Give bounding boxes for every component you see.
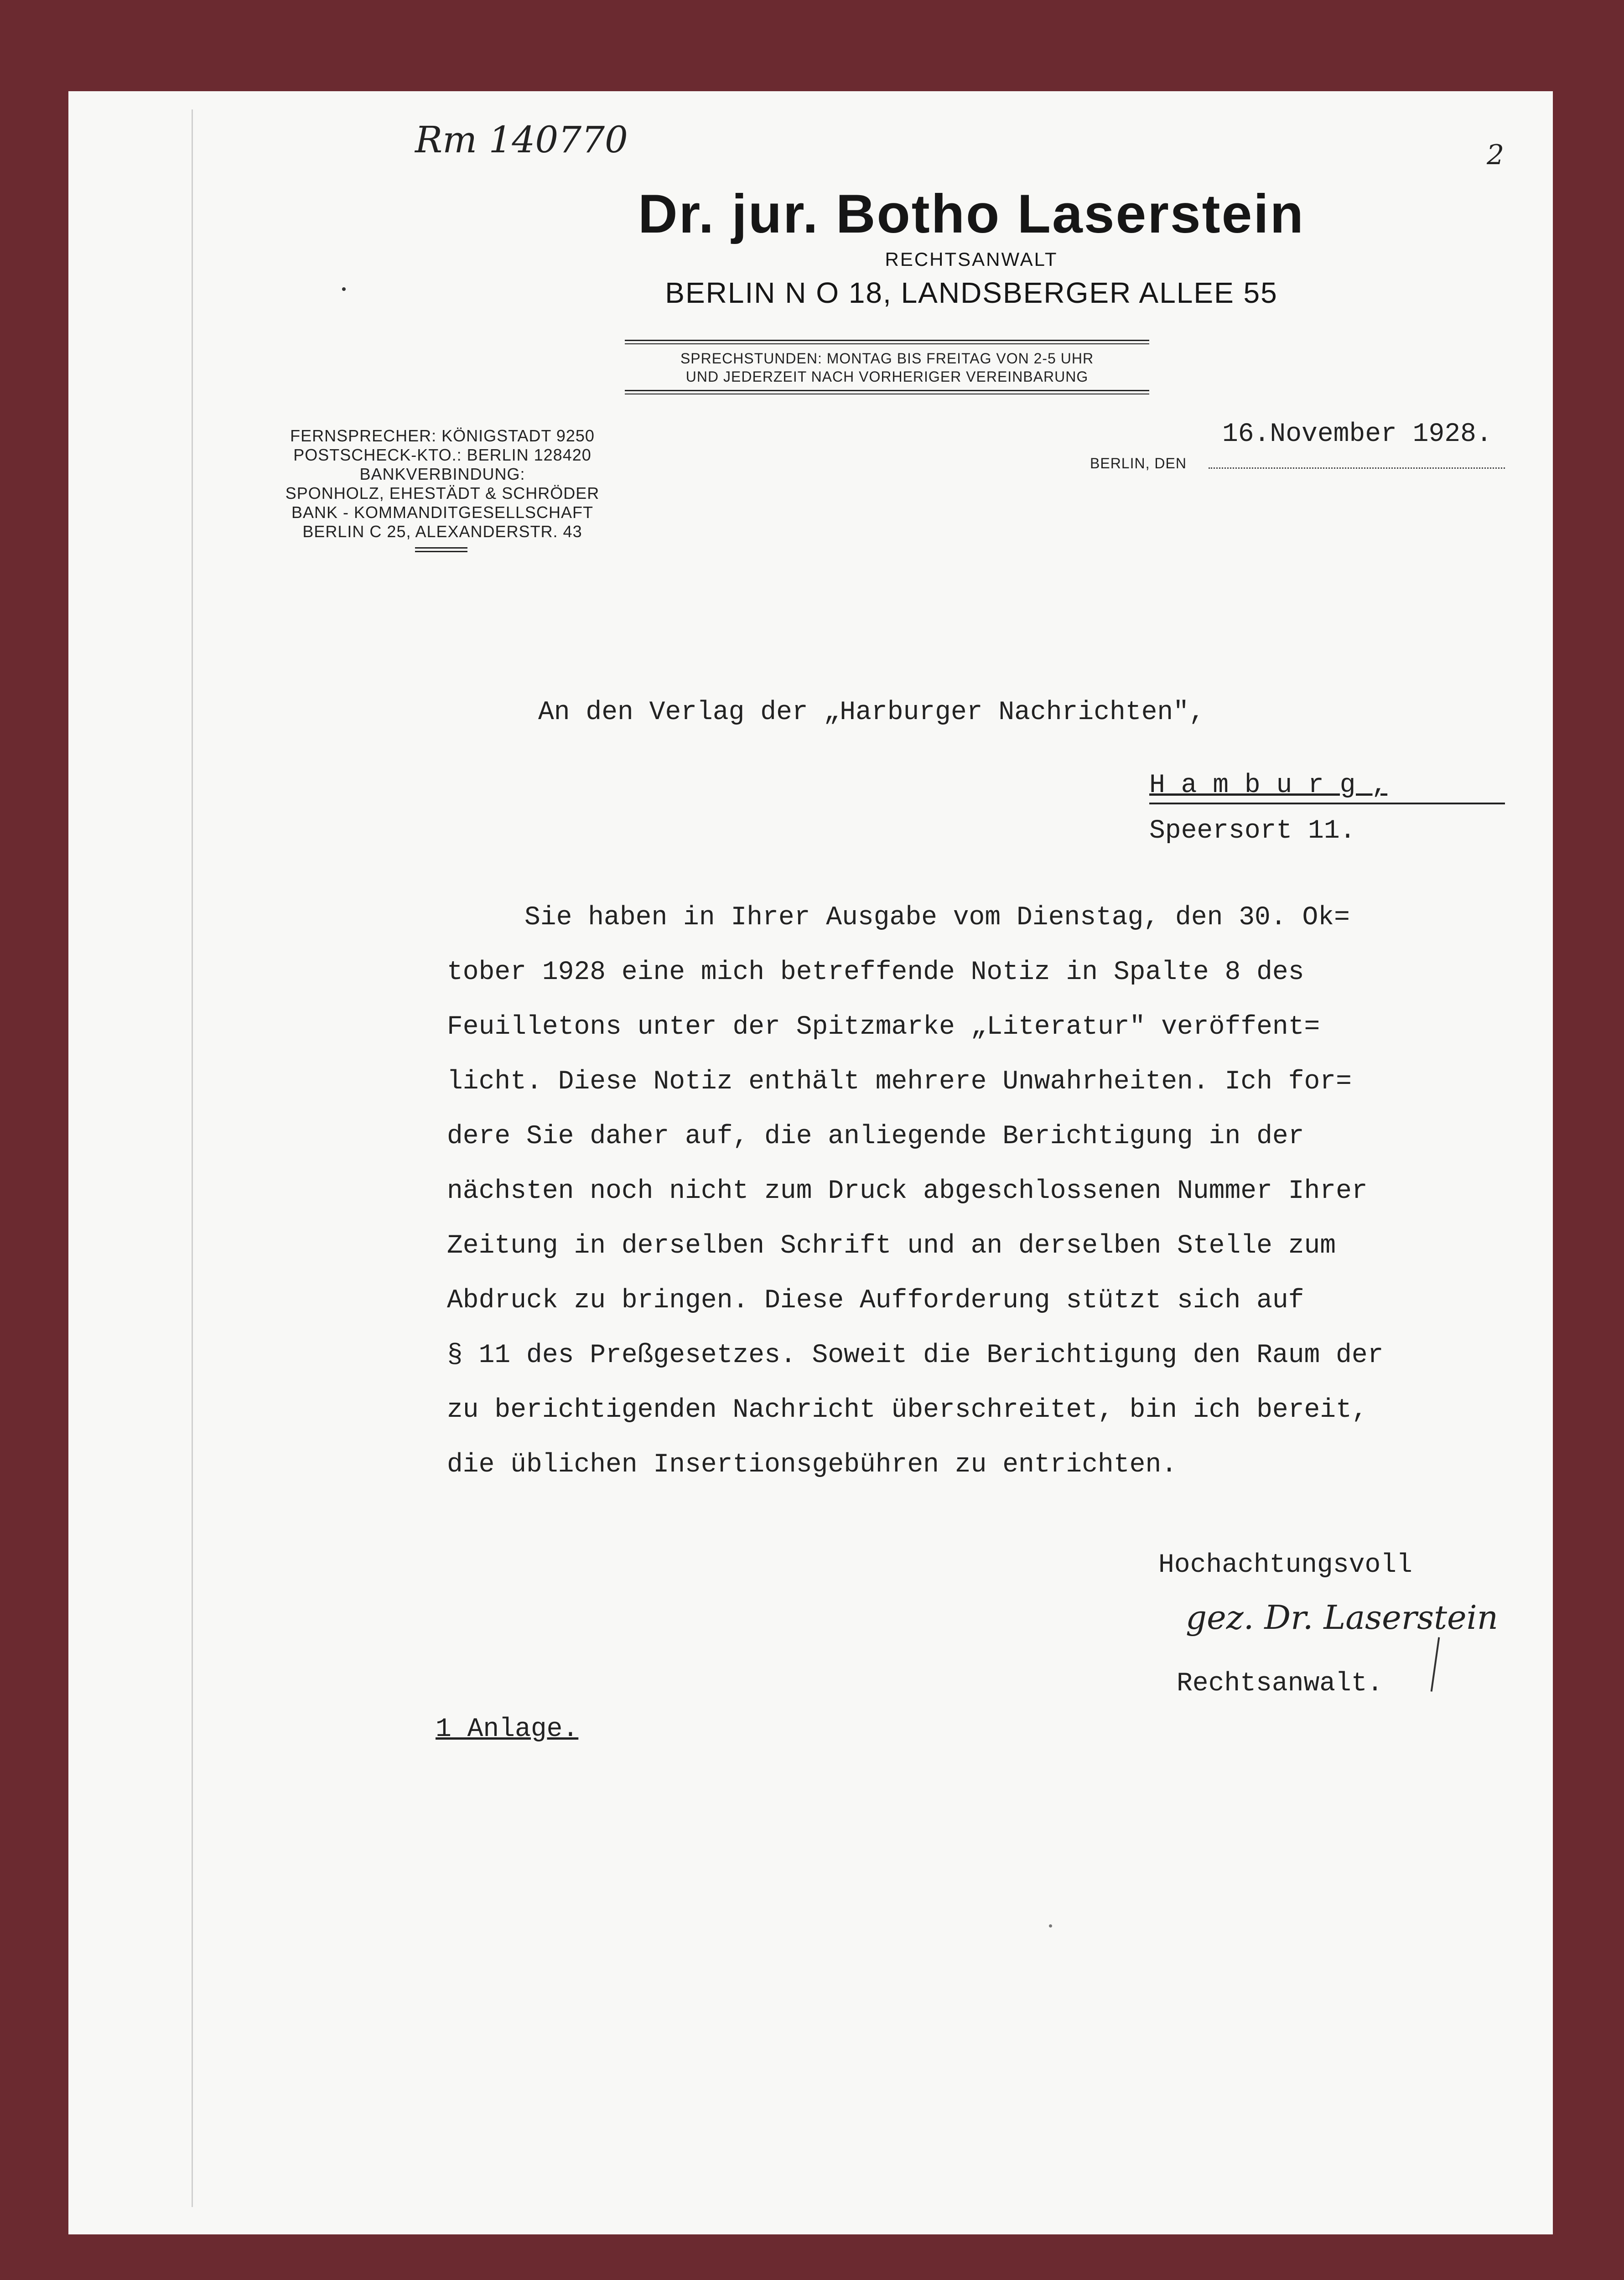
body-line: tober 1928 eine mich betreffende Notiz in Spalte 8 des — [447, 958, 1304, 987]
contact-block — [269, 426, 616, 541]
recipient-street: Speersort 11. — [1149, 816, 1356, 846]
body-line: licht. Diese Notiz enthält mehrere Unwahrheiten. Ich for= — [447, 1067, 1352, 1097]
body-line: nächsten noch nicht zum Druck abgeschlossenen Nummer Ihrer — [447, 1176, 1368, 1206]
contact-phone: FERNSPRECHER: KÖNIGSTADT 9250 — [290, 426, 595, 445]
recipient-city: H a m b u r g , — [1149, 771, 1388, 800]
letter-page — [68, 91, 1553, 2234]
office-hours-rule-top — [625, 340, 1149, 341]
speck — [342, 287, 346, 291]
letterhead-address: BERLIN N O 18, LANDSBERGER ALLEE 55 — [665, 276, 1278, 309]
date-label: BERLIN, DEN — [1090, 455, 1187, 472]
closing: Hochachtungsvoll — [1158, 1550, 1412, 1580]
archive-note: Rm 140770 — [415, 119, 628, 161]
office-hours-line-2: UND JEDERZEIT NACH VORHERIGER VEREINBARUNG — [685, 368, 1089, 385]
margin-rule — [192, 109, 193, 2207]
body-line: Feuilletons unter der Spitzmarke „Literatur" veröffent= — [447, 1012, 1320, 1042]
page-number: 2 — [1487, 139, 1505, 171]
date-dotted-line — [1209, 467, 1505, 469]
office-hours-rule-bottom — [625, 390, 1149, 391]
body-line: die üblichen Insertionsgebühren zu entrichten. — [447, 1450, 1178, 1480]
enclosure: 1 Anlage. — [436, 1715, 579, 1744]
recipient-line: An den Verlag der „Harburger Nachrichten", — [538, 698, 1205, 727]
contact-rule-1 — [415, 547, 467, 549]
city-underline — [1149, 803, 1505, 804]
body-line: Sie haben in Ihrer Ausgabe vom Dienstag, den 30. Ok= — [524, 903, 1350, 933]
letterhead-profession: RECHTSANWALT — [885, 249, 1058, 270]
signer-title: Rechtsanwalt. — [1177, 1669, 1383, 1699]
speck — [1049, 1924, 1052, 1928]
contact-bank-type: BANK - KOMMANDITGESELLSCHAFT — [291, 503, 594, 522]
letterhead-name: Dr. jur. Botho Laserstein — [638, 183, 1305, 244]
signature: gez. Dr. Laserstein — [1186, 1598, 1499, 1637]
signature-flourish — [1431, 1637, 1440, 1691]
body-line: zu berichtigenden Nachricht überschreitet, bin ich bereit, — [447, 1395, 1368, 1425]
body-line: dere Sie daher auf, die anliegende Berichtigung in der — [447, 1122, 1304, 1151]
body-line: Abdruck zu bringen. Diese Aufforderung stützt sich auf — [447, 1286, 1304, 1316]
body-line: Zeitung in derselben Schrift und an derselben Stelle zum — [447, 1231, 1336, 1261]
office-hours-rule-top-2 — [625, 343, 1149, 344]
contact-bank-address: BERLIN C 25, ALEXANDERSTR. 43 — [302, 522, 582, 541]
contact-bank-label: BANKVERBINDUNG: — [359, 465, 525, 483]
date-value: 16.November 1928. — [1222, 420, 1492, 449]
contact-postcheck: POSTSCHECK-KTO.: BERLIN 128420 — [293, 446, 591, 464]
contact-bank-name: SPONHOLZ, EHESTÄDT & SCHRÖDER — [285, 484, 600, 503]
office-hours-line-1: SPRECHSTUNDEN: MONTAG BIS FREITAG VON 2-5 UHR — [680, 350, 1094, 367]
contact-rule-2 — [415, 551, 467, 552]
body-line: § 11 des Preßgesetzes. Soweit die Berichtigung den Raum der — [447, 1341, 1384, 1370]
